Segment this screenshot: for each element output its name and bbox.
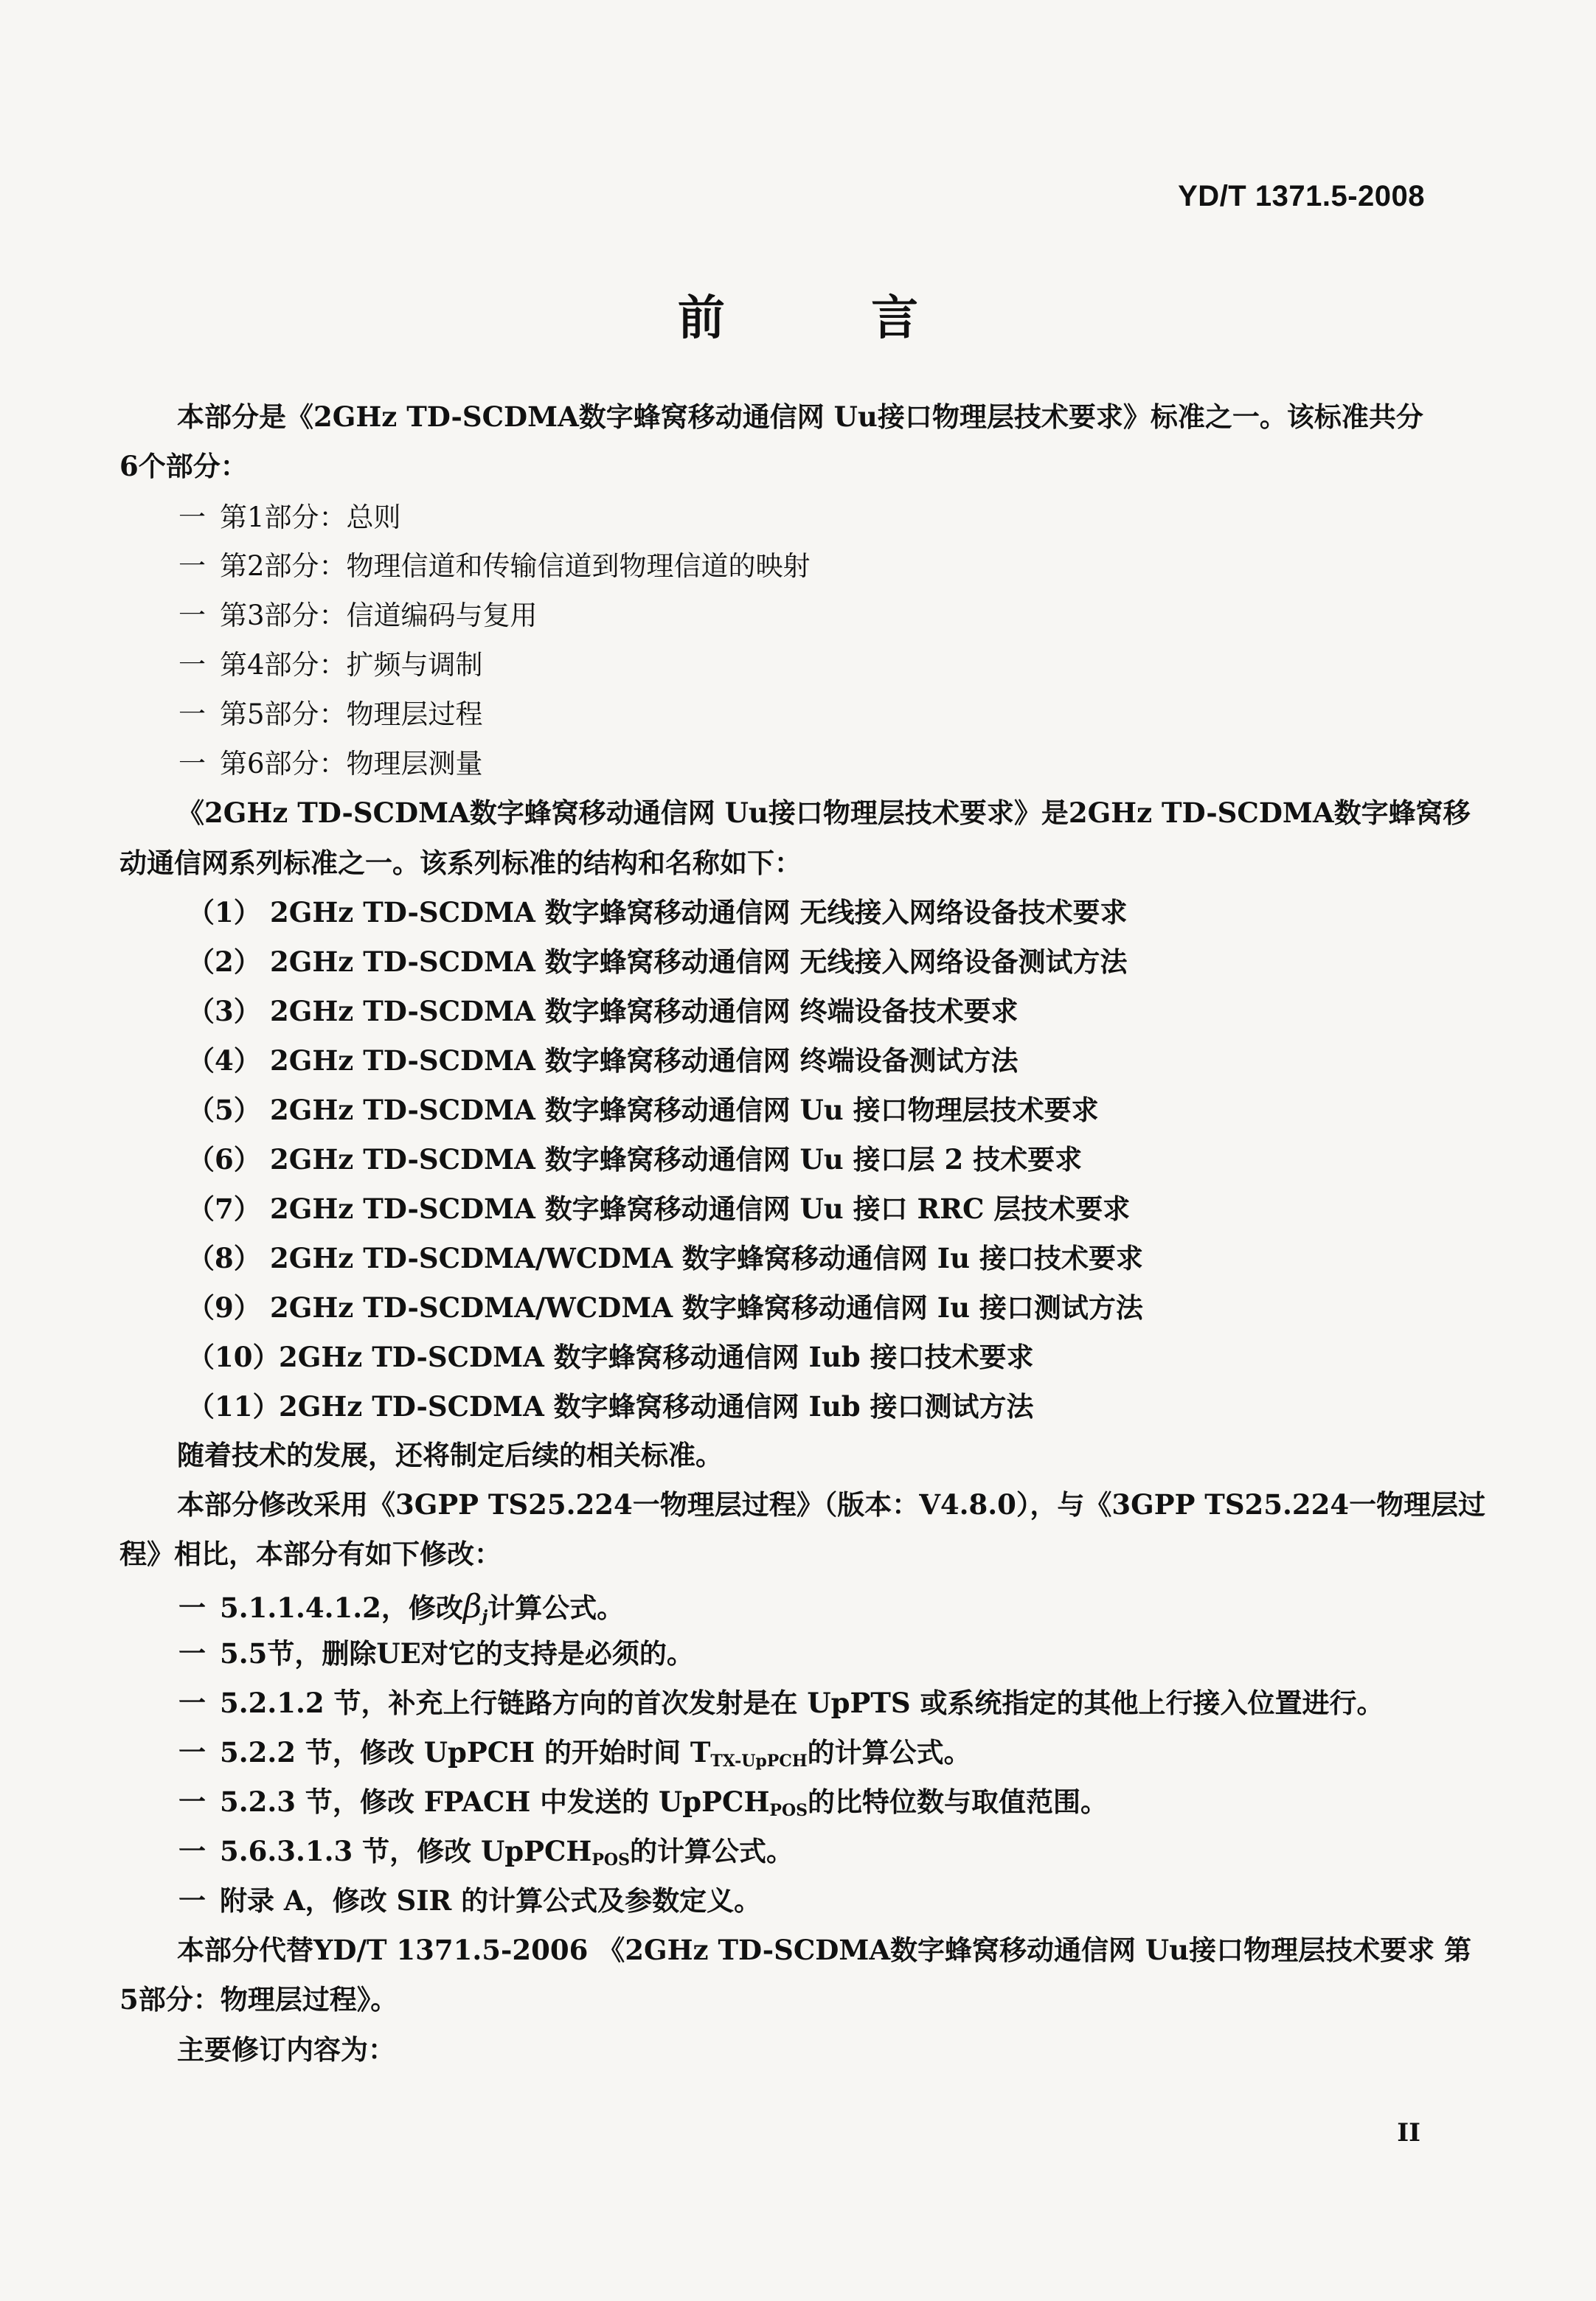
series-item <box>187 896 1128 929</box>
series-number: （8） <box>187 1242 261 1274</box>
list-item <box>178 748 483 780</box>
main-revision-heading: 主要修订内容为： <box>177 2033 395 2066</box>
list-bullet: 一 <box>178 1884 206 1917</box>
series-item <box>187 1143 1082 1176</box>
modification-line-1: 本部分修改采用《3GPP TS25.224一物理层过程》（版本：V4.8.0），与《3GPP TS25.224一物理层过 <box>177 1488 1486 1521</box>
list-item <box>178 698 483 731</box>
series-text: 2GHz TD-SCDMA/WCDMA 数字蜂窝移动通信网 Iu 接口技术要求 <box>270 1242 1143 1274</box>
series-text: 2GHz TD-SCDMA 数字蜂窝移动通信网 终端设备测试方法 <box>270 1044 1019 1077</box>
change-text: 5.2.1.2 节，补充上行链路方向的首次发射是在 UpPTS 或系统指定的其他上行接入位置进行。 <box>220 1687 1384 1719</box>
list-bullet: 一 <box>178 1592 206 1624</box>
subscript: POS <box>769 1801 808 1820</box>
intro-line-2: 6个部分： <box>119 450 248 482</box>
series-number: （5） <box>187 1094 261 1126</box>
list-bullet: 一 <box>178 1785 206 1818</box>
series-number: （10） <box>187 1341 280 1373</box>
change-item <box>178 1687 1384 1719</box>
change-text: 附录 A，修改 SIR 的计算公式及参数定义。 <box>220 1884 762 1917</box>
list-bullet: 一 <box>178 1736 206 1769</box>
series-number: （7） <box>187 1193 261 1225</box>
change-text: 5.5节，删除UE对它的支持是必须的。 <box>220 1637 694 1670</box>
series-text: 2GHz TD-SCDMA 数字蜂窝移动通信网 Iub 接口技术要求 <box>279 1341 1034 1373</box>
change-item <box>178 1637 694 1670</box>
list-bullet: 一 <box>178 600 206 631</box>
page-number: II <box>1397 2118 1420 2148</box>
list-item <box>178 502 401 534</box>
series-intro-line-2: 动通信网系列标准之一。该系列标准的结构和名称如下： <box>119 847 802 879</box>
series-number: （3） <box>187 995 261 1027</box>
series-text: 2GHz TD-SCDMA 数字蜂窝移动通信网 Uu 接口层 2 技术要求 <box>270 1143 1083 1176</box>
list-item-text: 第5部分：物理层过程 <box>220 698 483 730</box>
intro-line-1: 本部分是《2GHz TD-SCDMA数字蜂窝移动通信网 Uu接口物理层技术要求》标准之一。该标准共分 <box>177 400 1423 433</box>
series-text: 2GHz TD-SCDMA 数字蜂窝移动通信网 Iub 接口测试方法 <box>279 1390 1034 1423</box>
change-text: 5.2.2 节，修改 UpPCH 的开始时间 T <box>220 1736 711 1769</box>
series-number: （6） <box>187 1143 261 1176</box>
page-title: 前 言 <box>677 291 984 346</box>
list-item-text: 第6部分：物理层测量 <box>220 748 483 780</box>
list-item-text: 第2部分：物理信道和传输信道到物理信道的映射 <box>220 550 811 582</box>
replacement-line-1: 本部分代替YD/T 1371.5-2006 《2GHz TD-SCDMA数字蜂窝移动通信网 Uu接口物理层技术要求 第 <box>177 1934 1471 1966</box>
list-item-text: 第3部分：信道编码与复用 <box>220 600 538 631</box>
series-text: 2GHz TD-SCDMA 数字蜂窝移动通信网 终端设备技术要求 <box>270 995 1019 1027</box>
series-item <box>187 1291 1143 1324</box>
change-item <box>178 1884 761 1917</box>
series-text: 2GHz TD-SCDMA 数字蜂窝移动通信网 无线接入网络设备技术要求 <box>270 896 1128 929</box>
series-number: （4） <box>187 1044 261 1077</box>
change-text: 5.6.3.1.3 节，修改 UpPCH <box>220 1835 592 1867</box>
list-bullet: 一 <box>178 1687 206 1719</box>
list-item <box>178 649 483 681</box>
list-bullet: 一 <box>178 1835 206 1867</box>
series-item <box>187 995 1019 1027</box>
modification-line-2: 程》相比，本部分有如下修改： <box>119 1538 502 1570</box>
list-item <box>178 550 811 583</box>
series-number: （2） <box>187 945 261 978</box>
series-item <box>187 1193 1130 1225</box>
change-text-suffix: 计算公式。 <box>488 1592 625 1624</box>
change-text-suffix: 的比特位数与取值范围。 <box>808 1785 1108 1818</box>
list-item <box>178 600 538 632</box>
series-text: 2GHz TD-SCDMA 数字蜂窝移动通信网 无线接入网络设备测试方法 <box>270 945 1128 978</box>
list-bullet: 一 <box>178 748 206 780</box>
series-text: 2GHz TD-SCDMA 数字蜂窝移动通信网 Uu 接口物理层技术要求 <box>270 1094 1099 1126</box>
list-bullet: 一 <box>178 550 206 582</box>
list-item-text: 第1部分：总则 <box>220 502 401 533</box>
series-item <box>187 945 1128 978</box>
subscript: POS <box>591 1850 630 1870</box>
beta-symbol: β <box>462 1588 482 1625</box>
series-text: 2GHz TD-SCDMA 数字蜂窝移动通信网 Uu 接口 RRC 层技术要求 <box>270 1193 1131 1225</box>
list-item-text: 第4部分：扩频与调制 <box>220 649 483 681</box>
standard-code: YD/T 1371.5-2008 <box>1178 180 1425 212</box>
follow-up-text: 随着技术的发展，还将制定后续的相关标准。 <box>177 1439 723 1471</box>
subscript: TX-UpPCH <box>710 1752 808 1771</box>
series-item <box>187 1044 1019 1077</box>
change-item <box>178 1736 971 1771</box>
series-text: 2GHz TD-SCDMA/WCDMA 数字蜂窝移动通信网 Iu 接口测试方法 <box>270 1291 1143 1324</box>
change-item <box>178 1785 1108 1820</box>
series-number: （1） <box>187 896 261 929</box>
change-item <box>178 1588 624 1627</box>
series-item <box>187 1094 1099 1126</box>
series-number: （9） <box>187 1291 261 1324</box>
series-item <box>187 1390 1034 1423</box>
list-bullet: 一 <box>178 1637 206 1670</box>
series-number: （11） <box>187 1390 280 1423</box>
list-bullet: 一 <box>178 649 206 681</box>
change-item <box>178 1835 794 1870</box>
replacement-line-2: 5部分：物理层过程》。 <box>119 1983 398 2016</box>
list-bullet: 一 <box>178 502 206 533</box>
change-text-suffix: 的计算公式。 <box>807 1736 971 1769</box>
change-text: 5.2.3 节，修改 FPACH 中发送的 UpPCH <box>220 1785 770 1818</box>
series-item <box>187 1242 1143 1274</box>
list-bullet: 一 <box>178 698 206 730</box>
beta-subscript: j <box>482 1607 488 1626</box>
series-item <box>187 1341 1034 1373</box>
change-text-suffix: 的计算公式。 <box>630 1835 794 1867</box>
series-intro-line-1: 《2GHz TD-SCDMA数字蜂窝移动通信网 Uu接口物理层技术要求》是2GHz TD-SCDMA数字蜂窝移 <box>177 796 1471 829</box>
change-text: 5.1.1.4.1.2，修改 <box>220 1592 463 1624</box>
